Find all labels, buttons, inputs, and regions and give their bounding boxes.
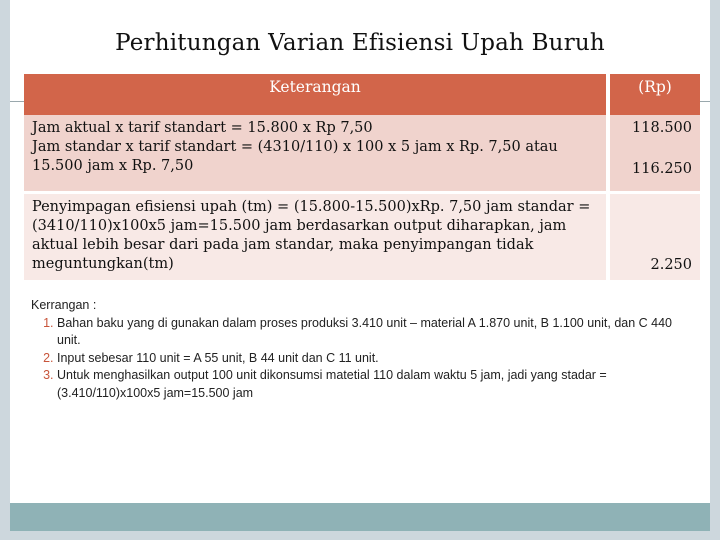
header-amount: (Rp) [608,74,700,115]
row2-description: Penyimpagan efisiensi upah (tm) = (15.800-15.500)xRp. 7,50 jam standar =(3410/110)x100x5 jam=15.500 jam berdasarkan output diharapkan, jam aktual lebih besar dari pada jam standar, maka penyimpangan tidak meguntungkan(tm) [24,193,608,282]
row1-line-actual: Jam aktual x tarif standart = 15.800 x Rp 7,50 [32,120,373,136]
value-actual: 118.500 [632,120,692,136]
row1-description [24,115,608,193]
list-item: 1. Bahan baku yang di gunakan dalam proses produksi 3.410 unit – material A 1.870 unit, B 1.100 unit, dan C 440 unit. [57,315,691,350]
row1-line-standard: Jam standar x tarif standart = (4310/110) x 100 x 5 jam x Rp. 7,50 atau 15.500 jam x Rp. 7,50 [32,139,558,174]
table-row [24,193,700,282]
row2-values [608,193,700,282]
notes-section [31,297,691,402]
row1-values [608,115,700,193]
value-variance: 2.250 [650,257,692,273]
footer-bar [10,503,710,531]
value-standard: 116.250 [632,161,692,177]
list-item: 2. Input sebesar 110 unit = A 55 unit, B 44 unit dan C 11 unit. [57,350,691,368]
list-item: 3. Untuk menghasilkan output 100 unit dikonsumsi matetial 110 dalam waktu 5 jam, jadi yang stadar = (3.410/110)x100x5 jam=15.500 jam [57,367,691,402]
notes-heading: Kerrangan : [31,298,97,312]
calculation-table [24,74,700,283]
table-row [24,115,700,193]
notes-list [31,315,691,403]
page-title: Perhitungan Varian Efisiensi Upah Buruh [115,30,605,56]
header-keterangan: Keterangan [24,74,608,115]
